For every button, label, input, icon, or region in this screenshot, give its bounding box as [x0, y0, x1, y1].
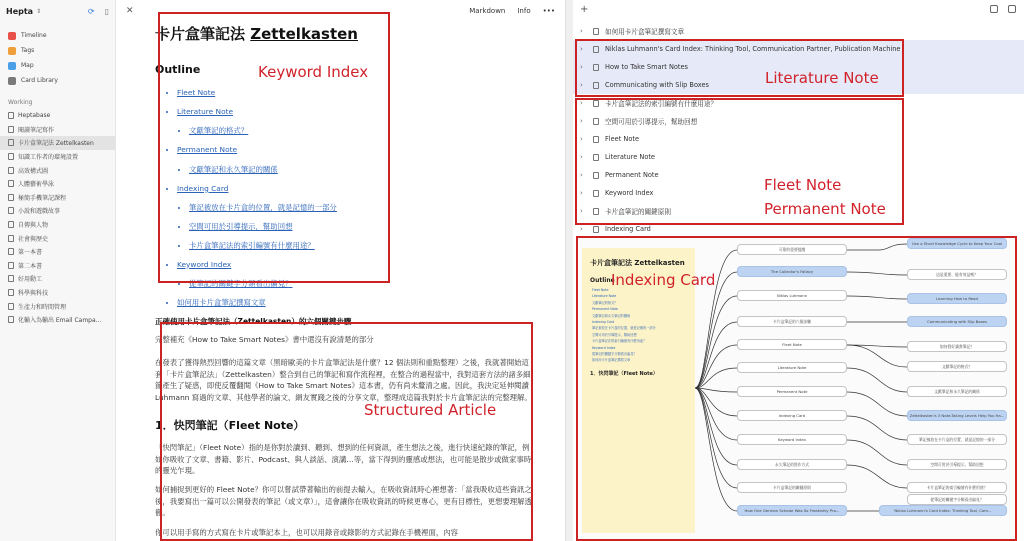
nav-card-library[interactable] [0, 73, 115, 88]
intro-text: 完整補充《How to Take Smart Notes》書中還沒有說清楚的部分 [155, 334, 374, 344]
whiteboard-icon [8, 303, 14, 310]
card-mini-line: 文獻筆記和永久筆記的關係 [592, 313, 631, 318]
sidebar-item-label: 第二本書 [18, 262, 43, 270]
sidebar-item[interactable] [0, 123, 115, 137]
card-list-label: Literature Note [605, 153, 655, 161]
outline-link[interactable]: Indexing Card [177, 183, 229, 193]
sidebar-item[interactable] [0, 272, 115, 286]
workspace-header[interactable] [0, 0, 115, 22]
literature-note-annotation: Literature Note [765, 69, 879, 87]
mindmap-node[interactable]: Permanent Note [737, 386, 847, 397]
sidebar-item[interactable] [0, 109, 115, 123]
mindmap-node[interactable]: 筆記被放在卡片盒的位置，就是記憶的一部分 [907, 434, 1007, 445]
chevron-right-icon[interactable]: › [580, 81, 583, 89]
outline-link[interactable]: Literature Note [177, 107, 234, 117]
whiteboard-icon [8, 316, 14, 323]
permanent-note-annotation: Permanent Note [764, 200, 886, 218]
sidebar-item-label: 閱讀筆記寫作 [18, 126, 55, 134]
map-icon [8, 62, 16, 70]
chevron-right-icon[interactable]: › [580, 225, 583, 233]
outline-link[interactable]: Fleet Note [177, 88, 216, 98]
mindmap-node[interactable]: Use a Short Knowledge Cycle to Keep Your Cool [907, 238, 1007, 249]
sidebar-whiteboard-list [0, 109, 115, 327]
mindmap-node[interactable]: Learning How to Read [907, 293, 1007, 304]
nav-label: Map [21, 62, 34, 69]
mindmap-node[interactable]: 這是重要、能有效益嗎？ [907, 269, 1007, 280]
chevron-right-icon[interactable]: › [580, 153, 583, 161]
chevron-right-icon[interactable]: › [580, 135, 583, 143]
tags-icon [8, 47, 16, 55]
outline-subitem[interactable]: • 筆記被放在卡片盒的位置，就是記憶的一部分 [189, 202, 535, 213]
whiteboard-icon [8, 248, 14, 255]
sidebar-item-label: Heptabase [18, 112, 51, 120]
whiteboard-icon [8, 180, 14, 187]
card-list-label: 空間可用於引導提示，幫助回想 [605, 118, 698, 126]
card-mini-line: Literature Note [592, 294, 617, 299]
mindmap-node[interactable]: 可靠的重要提醒 [737, 244, 847, 255]
pane-splitter[interactable] [565, 0, 573, 541]
outline-subitem[interactable]: • 卡片盒筆記法的索引編號有什麼用途？ [189, 240, 535, 251]
card-mini-line: 從筆記的關鍵字分類看出偏見？ [592, 352, 637, 357]
card-outline-heading: Outline [590, 277, 615, 284]
sidebar-item-label: 小說和遊戲故事 [18, 208, 61, 216]
section-title: 正確使用卡片盒筆記法（Zettelkasten）的六個關鍵步驟 [155, 317, 352, 327]
whiteboard-icon [8, 194, 14, 201]
chevron-right-icon[interactable]: › [580, 27, 583, 35]
outline-subitem[interactable]: • 空間可用於引導提示，幫助回想 [189, 221, 535, 232]
sidebar-item[interactable] [0, 299, 115, 313]
whiteboard-icon [8, 126, 14, 133]
card-list-label: How to Take Smart Notes [605, 63, 688, 71]
card-mini-line: Indexing Card [592, 320, 615, 325]
paragraph-4: 你可以用手寫的方式寫在卡片或筆記本上，也可以用錄音或錄影的方式記錄在手機裡面，內容 [155, 527, 459, 537]
sidebar [0, 0, 116, 541]
paragraph-1: 在發表了獲得熱烈回響的這篇文章（黑暗歐美的卡片盒筆記法是什麼？12 個法則和重點整理）之後，我就著開始這套「卡片盒筆記法」（Zettelkasten）整合到自己的筆記和寫作流程裡，在整合的過程當中，我對這套方法的諸多細節產生了疑惑，即使反覆翻閱《How to Take Smart Notes》這本書，仍有尚未釐清之處。因此，我決定延伸閱讀 Luhmann 寫過的文章、其他學者的論文、網友實踐之後的分享文章，整理成這篇我對於卡片盒筆記法的完整理解。 [155, 358, 532, 402]
outline-link[interactable]: Permanent Note [177, 145, 238, 155]
whiteboard-icon [8, 275, 14, 282]
card-list-label: Communicating with Slip Boxes [605, 81, 709, 89]
whiteboard-icon [8, 235, 14, 242]
sidebar-item-label: 高效構式圖 [18, 167, 49, 175]
chevron-right-icon[interactable]: › [580, 45, 583, 53]
outline-link[interactable]: 如何用卡片盒筆記撰寫文章 [177, 297, 266, 307]
whiteboard-icon [8, 112, 14, 119]
title-cn: 卡片盒筆記法 [155, 25, 251, 43]
card-mini-line: Keyword Index [592, 345, 616, 350]
card-mini-line: 如何用卡片盒筆記撰寫文章 [592, 358, 631, 363]
document-icon [593, 226, 599, 233]
card-list-label: Fleet Note [605, 135, 640, 143]
right-toolbar [573, 0, 1024, 22]
outline-item[interactable] [177, 297, 535, 308]
outline-subitem[interactable]: • 文獻筆記和永久筆記的關係 [189, 164, 535, 175]
sidebar-item[interactable] [0, 259, 115, 273]
outline-heading: Outline [155, 63, 201, 77]
sidebar-item-label: 人體藝術學泳 [18, 181, 55, 189]
sidebar-section-title: Working [8, 99, 33, 106]
sync-icon[interactable]: ⟳ [87, 6, 95, 16]
keyword-index-highlight-box [158, 12, 390, 283]
mindmap-node[interactable]: Literature Note [737, 362, 847, 373]
sidebar-item[interactable] [0, 177, 115, 191]
card-list-row[interactable] [573, 22, 1024, 40]
sidebar-item[interactable] [0, 163, 115, 177]
nav-timeline[interactable] [0, 28, 115, 43]
card-mini-line: 筆記被放在卡片盒的位置，就是記憶的一部分 [592, 326, 656, 331]
card-title: 卡片盒筆記法 Zettelkasten [590, 259, 685, 267]
chevron-right-icon[interactable]: › [580, 171, 583, 179]
card-mini-line: 卡片盒筆記法的索引編號有什麼用途？ [592, 339, 647, 344]
chevron-right-icon[interactable]: › [580, 189, 583, 197]
sidebar-collapse-icon[interactable]: ▯ [104, 6, 109, 16]
nav-tags[interactable] [0, 43, 115, 58]
whiteboard-icon [8, 289, 14, 296]
mindmap-node[interactable]: Niklas Luhmann [737, 290, 847, 301]
mindmap-node[interactable]: 空間可用於引導提示，幫助回想 [907, 459, 1007, 470]
card-list-label: Indexing Card [605, 225, 651, 233]
whiteboard-icon [8, 139, 14, 146]
whiteboard-icon [8, 221, 14, 228]
sidebar-item[interactable] [0, 286, 115, 300]
mindmap-node[interactable]: Zettelkasten's 3 Note-Taking Levels Help You Ha... [907, 410, 1007, 421]
sidebar-item-label: 知識工作者的環境設置 [18, 154, 79, 162]
more-options-button[interactable]: ••• [542, 7, 555, 15]
sidebar-item[interactable] [0, 245, 115, 259]
nav-label: Timeline [21, 32, 47, 39]
timeline-icon [8, 32, 16, 40]
chevron-right-icon[interactable]: › [580, 99, 583, 107]
mindmap-node[interactable]: 從筆記的關鍵字分類看出偏見？ [907, 494, 1007, 505]
sidebar-item-label: 極簡手機筆記課程 [18, 194, 67, 202]
layout-icon[interactable] [1008, 5, 1016, 13]
whiteboard-icon [8, 167, 14, 174]
card-library-icon [8, 77, 16, 85]
paragraph-3: 如何捕捉到更好的 Fleet Note？你可以嘗試帶著輸出的前提去輸入，在吸收資訊時心裡想著：「當我吸收這些資訊之後，我要寫出一篇可以公開發表的筆記（或文章）」，這會讓你在吸收資訊的時候更專心，更有目標性，更想要理解透徹。 [155, 485, 532, 518]
mindmap-node[interactable]: 卡片盒筆記的索引編號有什麼用途？ [907, 482, 1007, 493]
mindmap-node[interactable]: 文獻筆記和永久筆記的關係 [907, 386, 1007, 397]
nav-map[interactable] [0, 58, 115, 73]
panel-icon[interactable] [990, 5, 998, 13]
sidebar-item-label: 社會與歷史 [18, 235, 49, 243]
card-mini-heading: 1．快閃筆記（Fleet Note） [590, 370, 658, 377]
title-en: Zettelkasten [250, 25, 358, 43]
mindmap-node[interactable]: 卡片盒筆記的六個步驟 [737, 316, 847, 327]
card-list-label: Keyword Index [605, 189, 654, 197]
sidebar-item[interactable] [0, 136, 115, 150]
mindmap-node[interactable]: How One German Scholar Was So Freakishly Pro... [737, 505, 847, 516]
mindmap-node[interactable]: Indexing Card [737, 410, 847, 421]
mindmap-node[interactable]: 文獻筆記的格式？ [907, 361, 1007, 372]
sidebar-item-label: 卡片盒筆記法 Zettelkasten [18, 140, 94, 148]
sidebar-item-label: 科學與科技 [18, 290, 49, 298]
nav-label: Tags [21, 47, 35, 54]
mindmap-node[interactable]: Fleet Note [737, 339, 847, 350]
literature-note-highlight-box [575, 39, 904, 97]
paragraph-2: 「快閃筆記」（Fleet Note）指的是你對於讀到、聽到、想到的任何資訊，產生想法之後，進行快速紀錄的筆記，例如你吸收了文章、書籍、影片、Podcast、與人談話、演講…等，當下得到的靈感或想法，也可能是散步或做家事時的靈光乍現。 [155, 443, 532, 475]
chevron-right-icon[interactable]: › [580, 117, 583, 125]
card-mini-line: 文獻筆記的格式？ [592, 300, 618, 305]
card-list-label: 如何用卡片盒筆記撰寫文章 [605, 28, 685, 36]
sidebar-item-label: 生產力和時間管理 [18, 303, 67, 311]
nav-label: Card Library [21, 77, 58, 84]
fleet-note-annotation: Fleet Note [764, 176, 842, 194]
structured-article-annotation: Structured Article [364, 401, 497, 419]
whiteboard-icon [8, 207, 14, 214]
sidebar-item[interactable] [0, 191, 115, 205]
sidebar-item-label: 化輸入為輸出 Email Campa... [18, 317, 102, 325]
mindmap-node[interactable]: The Collector's Fallacy [737, 266, 847, 277]
info-button[interactable]: Info [517, 7, 531, 15]
indexing-card-annotation: Indexing Card [611, 271, 716, 289]
sidebar-item[interactable] [0, 150, 115, 164]
outline-subitem[interactable]: • 文獻筆記的格式？ [189, 125, 535, 136]
sidebar-item[interactable] [0, 204, 115, 218]
workspace-name: Hepta [6, 6, 34, 16]
sidebar-item[interactable] [0, 313, 115, 327]
mindmap-node[interactable]: Communicating with Slip Boxes [907, 316, 1007, 327]
sidebar-item-label: 自傳與人物 [18, 222, 49, 230]
card-list-label: Niklas Luhmann's Card Index: Thinking Tool, Communication Partner, Publication Machine [605, 45, 901, 53]
sidebar-item-label: 好用動工 [18, 276, 43, 284]
whiteboard-icon [8, 262, 14, 269]
document-icon [593, 28, 599, 35]
sidebar-item[interactable] [0, 231, 115, 245]
chevron-right-icon[interactable]: › [580, 63, 583, 71]
chevron-updown-icon[interactable]: ⇕ [36, 7, 42, 15]
card-mini-line: Fleet Note [592, 288, 609, 292]
card-mini-line: 空間可用於引導提示，幫助回想 [592, 332, 637, 337]
card-mini-line: Permanent Note [592, 307, 618, 312]
sidebar-nav [0, 22, 115, 90]
mindmap-node[interactable]: 如何寫好讀書筆記？ [907, 341, 1007, 352]
sidebar-item-label: 第一本書 [18, 249, 43, 257]
close-icon[interactable]: ✕ [126, 6, 134, 16]
add-icon[interactable]: + [580, 4, 589, 15]
chevron-right-icon[interactable]: › [580, 207, 583, 215]
mindmap-node[interactable]: 永久筆記的寫作方式 [737, 459, 847, 470]
card-list-label: 卡片盒筆記法的索引編號有什麼用途？ [605, 100, 718, 108]
card-list-label: Permanent Note [605, 171, 659, 179]
markdown-button[interactable]: Markdown [469, 7, 506, 15]
mindmap-node[interactable]: Keyword Index [737, 434, 847, 445]
keyword-index-annotation: Keyword Index [258, 63, 369, 81]
card-list-label: 卡片盒筆記的關鍵原則 [605, 208, 671, 216]
whiteboard-icon [8, 153, 14, 160]
heading-fleet-note: 1．快閃筆記（Fleet Note） [155, 419, 305, 433]
outline-link[interactable]: Keyword Index [177, 259, 232, 269]
structured-article-highlight-box [160, 322, 533, 541]
outline-subitem[interactable]: • 從筆記的關鍵字分類看出偏見？ [189, 278, 535, 289]
mindmap-node[interactable]: 卡片盒筆記的關鍵原則 [737, 482, 847, 493]
mindmap-node[interactable]: Niklas Luhmann's Card Index: Thinking Tool, Com... [879, 505, 1007, 516]
sidebar-item[interactable] [0, 218, 115, 232]
